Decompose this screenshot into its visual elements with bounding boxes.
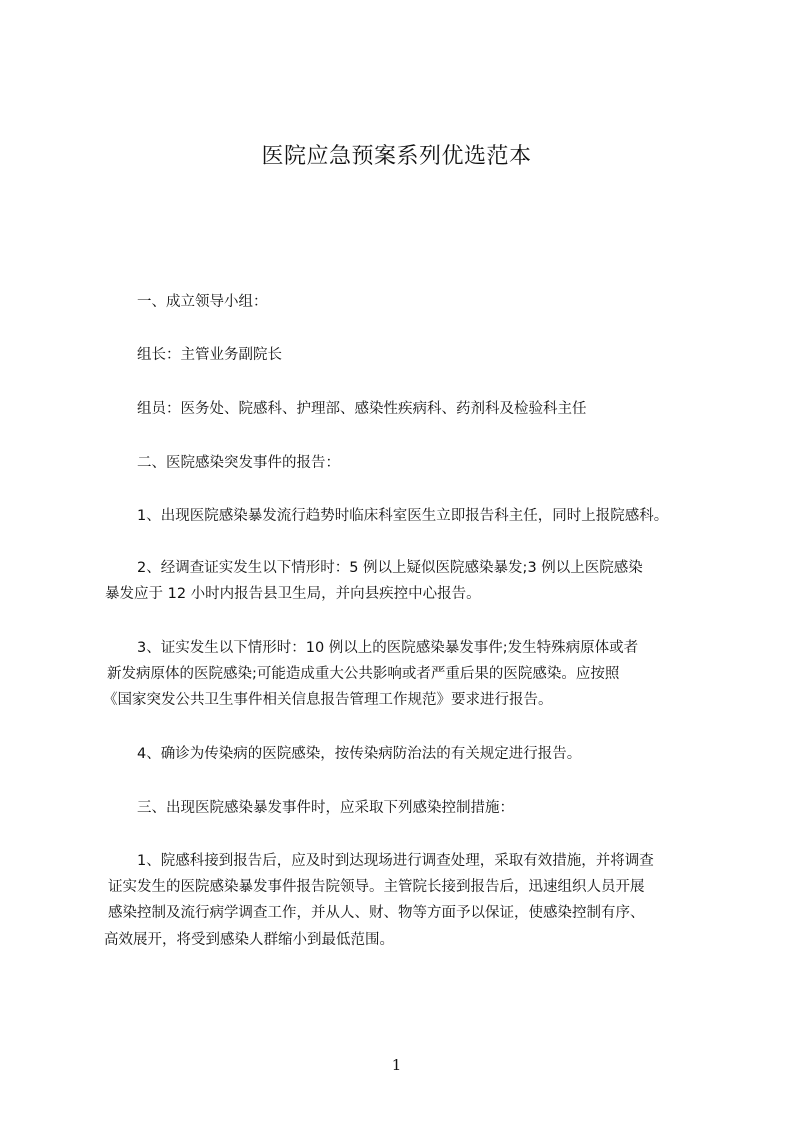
reporting-item-4: 4、确诊为传染病的医院感染，按传染病防治法的有关规定进行报告。 [137,746,582,762]
reporting-item-3-line-2: 新发病原体的医院感染;可能造成重大公共影响或者严重后果的医院感染。应按照 [107,666,620,682]
section-heading-reporting: 二、医院感染突发事件的报告： [137,455,340,471]
page-number: 1 [391,1056,402,1074]
reporting-item-2-line-1: 2、经调查证实发生以下情形时：5 例以上疑似医院感染暴发;3 例以上医院感染 [137,560,643,576]
reporting-item-3-line-1: 3、证实发生以下情形时：10 例以上的医院感染暴发事件;发生特殊病原体或者 [137,640,639,656]
document-title: 医院应急预案系列优选范本 [261,144,532,169]
reporting-item-1: 1、出现医院感染暴发流行趋势时临床科室医生立即报告科主任，同时上报院感科。 [137,508,669,524]
section-heading-leadership: 一、成立领导小组： [137,294,268,310]
reporting-item-2-line-2: 暴发应于 12 小时内报告县卫生局，并向县疾控中心报告。 [105,586,481,602]
leader-line: 组长：主管业务副院长 [137,347,282,363]
section-heading-control: 三、出现医院感染暴发事件时，应采取下列感染控制措施： [137,800,514,816]
control-measure-1-line-2: 证实发生的医院感染暴发事件报告院领导。主管院长接到报告后，迅速组织人员开展 [108,879,645,895]
reporting-item-3-line-3: 《国家突发公共卫生事件相关信息报告管理工作规范》要求进行报告。 [103,692,553,708]
control-measure-1-line-4: 高效展开，将受到感染人群缩小到最低范围。 [104,932,394,948]
members-line: 组员：医务处、院感科、护理部、感染性疾病科、药剂科及检验科主任 [137,401,587,417]
control-measure-1-line-3: 感染控制及流行病学调查工作，并从人、财、物等方面予以保证，使感染控制有序、 [108,905,645,921]
control-measure-1-line-1: 1、院感科接到报告后，应及时到达现场进行调查处理，采取有效措施，并将调查 [137,853,654,869]
